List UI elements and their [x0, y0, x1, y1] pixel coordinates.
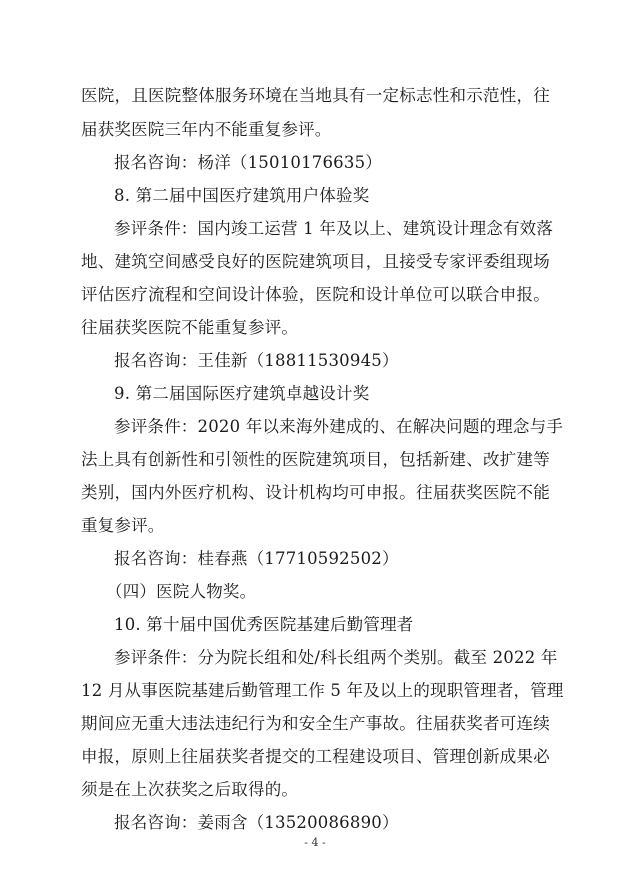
paragraph-line: 类别，国内外医疗机构、设计机构均可申报。往届获奖医院不能	[81, 483, 550, 502]
page-number: - 4 -	[304, 836, 326, 849]
award-heading: 10. 第十届中国优秀医院基建后勤管理者	[114, 615, 414, 634]
paragraph-line: 须是在上次获奖之后取得的。	[81, 780, 299, 799]
paragraph-line: 评估医疗流程和空间设计体验，医院和设计单位可以联合申报。	[81, 285, 550, 304]
contact-line: 报名咨询：桂春燕（17710592502）	[114, 549, 399, 568]
paragraph-line: 参评条件：国内竣工运营 1 年及以上、建筑设计理念有效落	[114, 219, 554, 238]
contact-line: 报名咨询：姜雨含（13520086890）	[114, 813, 399, 832]
paragraph-line: 12 月从事医院基建后勤管理工作 5 年及以上的现职管理者，管理	[81, 681, 564, 700]
contact-line: 报名咨询：王佳新（18811530945）	[114, 351, 399, 370]
paragraph-line: 届获奖医院三年内不能重复参评。	[81, 120, 332, 139]
award-heading: 8. 第二届中国医疗建筑用户体验奖	[114, 186, 370, 205]
paragraph-line: 医院，且医院整体服务环境在当地具有一定标志性和示范性，往	[81, 86, 550, 105]
award-heading: 9. 第二届国际医疗建筑卓越设计奖	[114, 384, 370, 403]
paragraph-line: 参评条件：2020 年以来海外建成的、在解决问题的理念与手	[114, 417, 564, 436]
section-heading: （四）医院人物奖。	[106, 582, 257, 601]
paragraph-line: 往届获奖医院不能重复参评。	[81, 318, 299, 337]
paragraph-line: 参评条件：分为院长组和处/科长组两个类别。截至 2022 年	[114, 648, 558, 667]
paragraph-line: 期间应无重大违法违纪行为和安全生产事故。往届获奖者可连续	[81, 714, 550, 733]
paragraph-line: 申报，原则上往届获奖者提交的工程建设项目、管理创新成果必	[81, 747, 550, 766]
paragraph-line: 重复参评。	[81, 516, 165, 535]
contact-line: 报名咨询：杨洋（15010176635）	[114, 153, 382, 172]
paragraph-line: 地、建筑空间感受良好的医院建筑项目，且接受专家评委组现场	[81, 252, 550, 271]
paragraph-line: 法上具有创新性和引领性的医院建筑项目，包括新建、改扩建等	[81, 450, 550, 469]
